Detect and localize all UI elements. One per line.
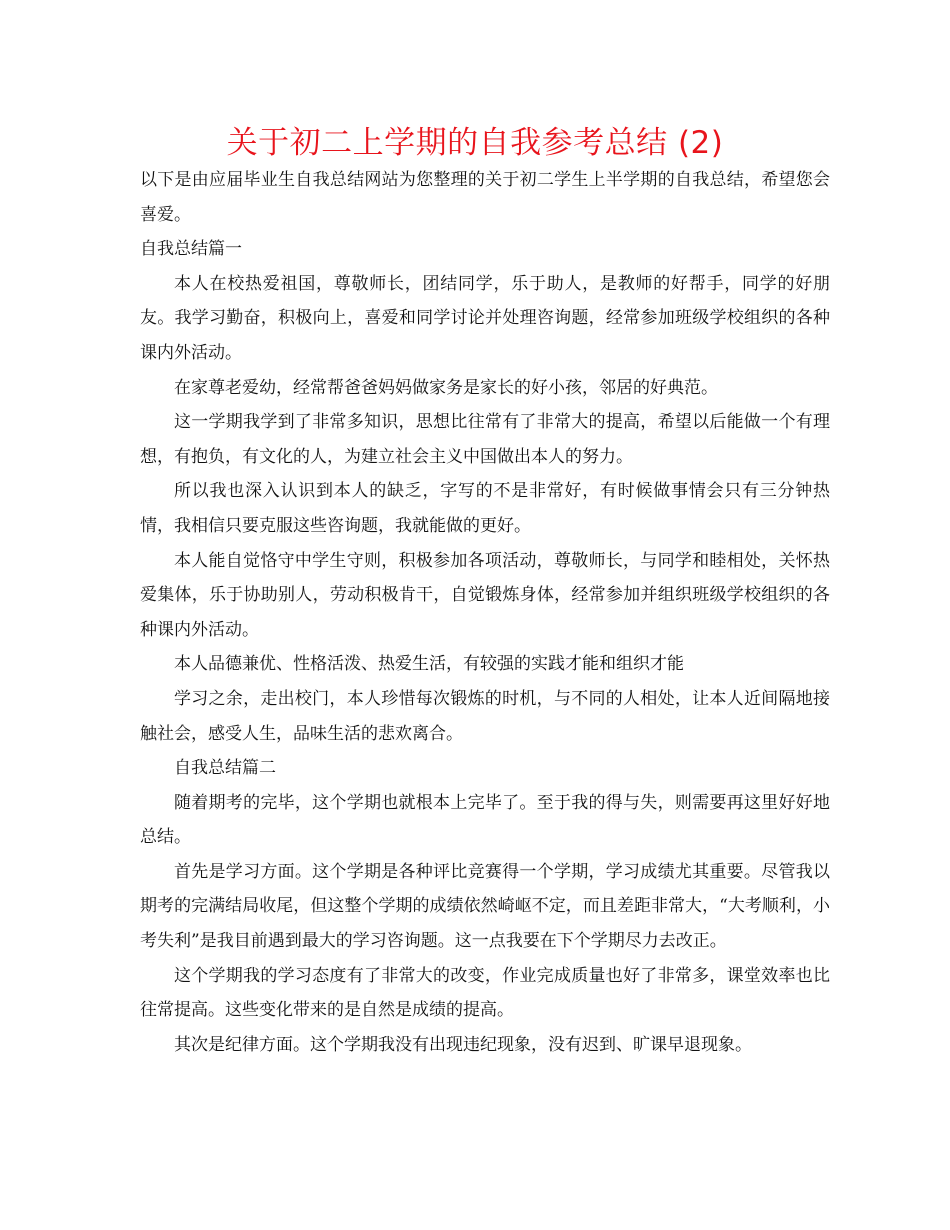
paragraph: 本人品德兼优、性格活泼、热爱生活，有较强的实践才能和组织才能 (174, 654, 684, 675)
paragraph: 学习之余，走出校门，本人珍惜每次锻炼的时机，与不同的人相处，让本人近间隔地接触社会，感受人生，品味生活的悲欢离合。 (140, 688, 830, 744)
paragraph: 本人在校热爱祖国，尊敬师长，团结同学，乐于助人，是教师的好帮手，同学的好朋友。我学习勤奋，积极向上，喜爱和同学讨论并处理咨询题，经常参加班级学校组织的各种课内外活动。 (140, 273, 830, 363)
document-body (140, 163, 830, 1062)
paragraph: 这一学期我学到了非常多知识，思想比往常有了非常大的提高，希望以后能做一个有理想，有抱负，有文化的人，为建立社会主义中国做出本人的努力。 (140, 412, 830, 467)
paragraph: 随着期考的完毕，这个学期也就根本上完毕了。至于我的得与失，则需要再这里好好地总结。 (140, 792, 830, 848)
section-heading: 自我总结篇二 (174, 758, 276, 779)
paragraph: 其次是纪律方面。这个学期我没有出现违纪现象，没有迟到、旷课早退现象。 (174, 1034, 752, 1055)
paragraph: 在家尊老爱幼，经常帮爸爸妈妈做家务是家长的好小孩，邻居的好典范。 (174, 377, 718, 398)
paragraph: 首先是学习方面。这个学期是各种评比竞赛得一个学期，学习成绩尤其重要。尽管我以期考的完满结局收尾，但这整个学期的成绩依然崎岖不定，而且差距非常大，“大考顺利，小考失利”是我目前遇到最大的学习咨询题。这一点我要在下个学期尽力去改正。 (140, 861, 830, 952)
document-title: 关于初二上学期的自我参考总结 (2) (226, 125, 724, 161)
section-heading: 自我总结篇一 (140, 239, 242, 260)
paragraph: 本人能自觉恪守中学生守则，积极参加各项活动，尊敬师长，与同学和睦相处，关怀热爱集体，乐于协助别人，劳动积极肯干，自觉锻炼身体，经常参加并组织班级学校组织的各种课内外活动。 (140, 550, 830, 640)
paragraph: 以下是由应届毕业生自我总结网站为您整理的关于初二学生上半学期的自我总结，希望您会喜爱。 (140, 170, 830, 225)
paragraph: 这个学期我的学习态度有了非常大的改变，作业完成质量也好了非常多，课堂效率也比往常提高。这些变化带来的是自然是成绩的提高。 (140, 965, 830, 1021)
paragraph: 所以我也深入认识到本人的缺乏，字写的不是非常好，有时候做事情会只有三分钟热情，我相信只要克服这些咨询题，我就能做的更好。 (140, 481, 830, 536)
